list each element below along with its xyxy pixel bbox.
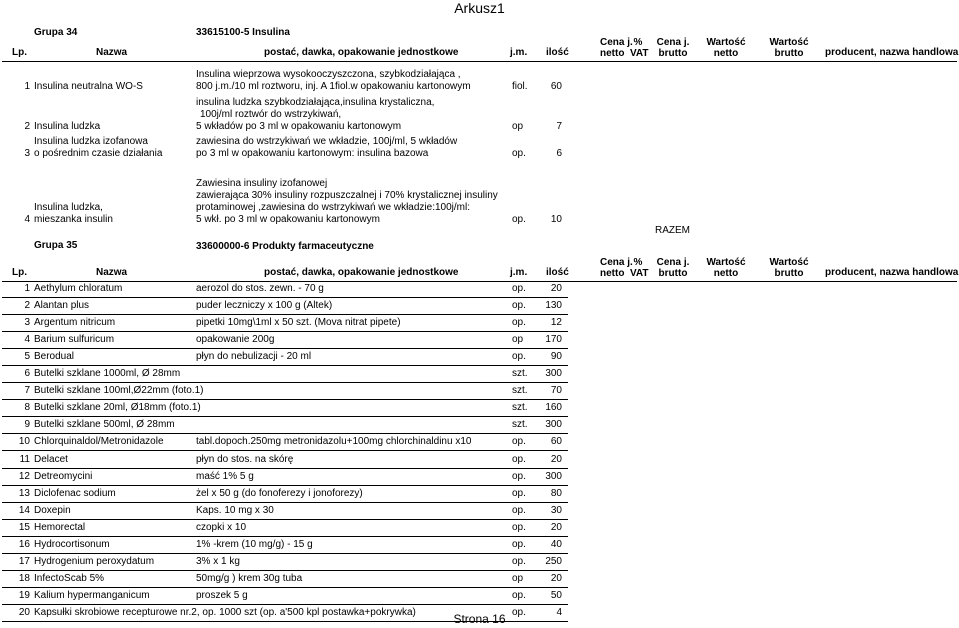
g35-row-12-postac: maść 1% 5 g [196, 471, 254, 482]
g35-row-11-ilosc: 20 [550, 454, 562, 465]
g35-row-1-lp: 1 [24, 283, 30, 294]
g34-row-2-jm: op [512, 121, 524, 132]
g35-row-3-lp: 3 [24, 317, 30, 328]
group34-label: Grupa 34 [34, 27, 78, 38]
g35-row-10-lp: 10 [18, 436, 30, 447]
row-divider [2, 536, 568, 537]
g35-row-19-nazwa: Kalium hypermanganicum [34, 590, 150, 601]
g35-row-20-nazwa: Kapsułki skrobiowe recepturowe nr.2, op. 1000 szt (op. a'500 kpl postawka+pokrywka) [34, 607, 416, 618]
g35-row-8-jm: szt. [512, 402, 528, 413]
g35-row-15-lp: 15 [18, 522, 30, 533]
g35-row-6-lp: 6 [24, 368, 30, 379]
header-cena-brutto: Cena j. [656, 257, 690, 268]
g35-row-14-ilosc: 30 [550, 505, 562, 516]
g35-row-19-lp: 19 [18, 590, 30, 601]
header-wartosc-brutto-2: brutto [774, 268, 804, 279]
header-vat: % [633, 37, 643, 48]
g35-row-3-jm: op. [512, 317, 526, 328]
g34-row-4-postac: protaminowej ,zawiesina do wstrzykiwań we wkładzie:100j/ml: [196, 202, 470, 213]
g34-row-1-postac: 800 j.m./10 ml roztworu, inj. A 1fiol.w opakowaniu kartonowym [196, 81, 471, 92]
header-cena-brutto-2: brutto [658, 48, 688, 59]
header-wartosc-brutto: Wartość [769, 37, 809, 48]
g35-row-13-postac: żel x 50 g (do fonoferezy i jonoforezy) [196, 488, 363, 499]
g34-row-3-postac: zawiesina do wstrzykiwań we wkładzie, 100j/ml, 5 wkładów [196, 136, 458, 147]
g35-row-5-nazwa: Berodual [34, 351, 75, 362]
g35-row-10-ilosc: 60 [550, 436, 562, 447]
g35-row-11-lp: 11 [19, 454, 30, 465]
g35-row-18-ilosc: 20 [550, 573, 562, 584]
g34-row-3-nazwa: Insulina ludzka izofanowa [34, 136, 148, 147]
header-cena-netto-2: netto [600, 268, 625, 279]
row-divider [2, 450, 568, 451]
header-wartosc-brutto: Wartość [769, 257, 809, 268]
row-divider [2, 502, 568, 503]
g35-row-2-lp: 2 [24, 300, 30, 311]
g35-row-3-postac: pipetki 10mg\1ml x 50 szt. (Mova nitrat pipete) [196, 317, 401, 328]
header-vat-2: VAT [630, 48, 649, 59]
g35-row-2-ilosc: 130 [545, 300, 562, 311]
header-wartosc-netto: Wartość [706, 37, 746, 48]
row-divider [2, 570, 568, 571]
g35-row-2-postac: puder leczniczy x 100 g (Altek) [196, 300, 333, 311]
g35-row-9-lp: 9 [24, 419, 30, 430]
g35-row-6-jm: szt. [512, 368, 528, 379]
g35-row-15-jm: op. [512, 522, 526, 533]
header-cena-netto: Cena j. [600, 37, 633, 48]
row-divider [2, 604, 568, 605]
g35-row-12-ilosc: 300 [545, 471, 562, 482]
g35-row-15-nazwa: Hemorectal [34, 522, 86, 533]
g35-row-17-jm: op. [512, 556, 526, 567]
g34-row-2-postac: 5 wkładów po 3 ml w opakowaniu kartonowym [196, 121, 402, 132]
header-jm: j.m. [510, 47, 528, 58]
g35-row-16-ilosc: 40 [550, 539, 562, 550]
header-ilosc: ilość [546, 47, 569, 58]
g35-row-19-postac: proszek 5 g [196, 590, 248, 601]
g35-row-9-jm: szt. [512, 419, 528, 430]
g34-row-2-postac: 100j/ml roztwór do wstrzykiwań, [200, 109, 342, 120]
g35-row-5-lp: 5 [24, 351, 30, 362]
g35-row-7-jm: szt. [512, 385, 528, 396]
sheet-title: Arkusz1 [454, 0, 505, 16]
g34-row-3-lp: 3 [24, 148, 30, 159]
header-cena-brutto: Cena j. [656, 37, 690, 48]
g35-row-17-nazwa: Hydrogenium peroxydatum [34, 556, 155, 567]
header-jm: j.m. [510, 267, 528, 278]
g35-row-2-nazwa: Alantan plus [34, 300, 90, 311]
group35-code: 33600000-6 Produkty farmaceutyczne [196, 241, 374, 252]
row-divider [2, 416, 568, 417]
g35-row-12-jm: op. [512, 471, 526, 482]
g35-row-10-jm: op. [512, 436, 526, 447]
g35-row-14-postac: Kaps. 10 mg x 30 [196, 505, 274, 516]
g35-row-3-nazwa: Argentum nitricum [34, 317, 116, 328]
header-lp: Lp. [12, 267, 27, 278]
g35-row-9-ilosc: 300 [545, 419, 562, 430]
g35-row-17-lp: 17 [18, 556, 30, 567]
g34-row-1-lp: 1 [24, 81, 30, 92]
g34-row-4-postac: zawierająca 30% insuliny rozpuszczalnej i 70% krystalicznej insuliny [196, 190, 498, 201]
g34-row-1-nazwa: Insulina neutralna WO-S [34, 81, 143, 92]
row-divider [2, 382, 568, 383]
g35-row-16-jm: op. [512, 539, 526, 550]
header-ilosc: ilość [546, 267, 569, 278]
header-producent: producent, nazwa handlowa [825, 267, 959, 278]
header-cena-netto-2: netto [600, 48, 625, 59]
row-divider [2, 348, 568, 349]
g35-row-18-nazwa: InfectoScab 5% [34, 573, 105, 584]
g35-row-8-ilosc: 160 [545, 402, 562, 413]
g34-row-4-postac: Zawiesina insuliny izofanowej [196, 178, 328, 189]
g35-row-15-postac: czopki x 10 [196, 522, 247, 533]
header-vat: % [633, 257, 643, 268]
row-divider [2, 587, 568, 588]
g35-row-19-ilosc: 50 [550, 590, 562, 601]
header-vat-2: VAT [630, 268, 649, 279]
g35-row-12-lp: 12 [18, 471, 30, 482]
g35-row-16-nazwa: Hydrocortisonum [34, 539, 110, 550]
header-wartosc-netto: Wartość [706, 257, 746, 268]
g35-row-4-jm: op [512, 334, 524, 345]
g35-row-5-jm: op. [512, 351, 526, 362]
g35-row-13-lp: 13 [18, 488, 30, 499]
g35-row-15-ilosc: 20 [550, 522, 562, 533]
g35-row-9-nazwa: Butelki szklane 500ml, Ø 28mm [34, 419, 175, 430]
g35-row-18-lp: 18 [18, 573, 30, 584]
g35-row-1-nazwa: Aethylum chloratum [34, 283, 123, 294]
g34-row-3-jm: op. [512, 148, 526, 159]
g34-row-1-postac: Insulina wieprzowa wysokooczyszczona, szybkodziałająca , [196, 69, 461, 80]
g35-row-3-ilosc: 12 [550, 317, 562, 328]
row-divider [2, 331, 568, 332]
g35-row-17-ilosc: 250 [545, 556, 562, 567]
header-nazwa: Nazwa [96, 267, 128, 278]
g34-row-4-jm: op. [512, 214, 526, 225]
row-divider [2, 297, 568, 298]
g35-row-8-lp: 8 [24, 402, 30, 413]
g35-row-1-ilosc: 20 [550, 283, 562, 294]
g35-row-10-postac: tabl.dopoch.250mg metronidazolu+100mg chlorchinaldinu x10 [196, 436, 472, 447]
g35-row-4-ilosc: 170 [545, 334, 562, 345]
g35-row-8-nazwa: Butelki szklane 20ml, Ø18mm (foto.1) [34, 402, 201, 413]
g35-row-4-nazwa: Barium sulfuricum [34, 334, 115, 345]
g35-row-13-ilosc: 80 [550, 488, 562, 499]
g35-row-14-lp: 14 [18, 505, 30, 516]
g34-row-1-jm: fiol. [512, 81, 528, 92]
row-divider [2, 553, 568, 554]
g35-row-16-postac: 1% -krem (10 mg/g) - 15 g [196, 539, 313, 550]
g34-row-1-ilosc: 60 [550, 81, 562, 92]
row-divider [2, 314, 568, 315]
row-divider [2, 61, 957, 62]
page-number: Strona 16 [453, 612, 506, 626]
g35-row-18-jm: op [512, 573, 524, 584]
g35-row-20-ilosc: 4 [556, 607, 562, 618]
group34-code: 33615100-5 Insulina [196, 27, 290, 38]
g35-row-7-ilosc: 70 [550, 385, 562, 396]
g35-row-13-nazwa: Diclofenac sodium [34, 488, 116, 499]
g35-row-11-nazwa: Delacet [34, 454, 68, 465]
g34-row-3-nazwa: o pośrednim czasie działania [34, 148, 163, 159]
row-divider [2, 468, 568, 469]
g35-row-12-nazwa: Detreomycini [34, 471, 93, 482]
g35-row-6-ilosc: 300 [545, 368, 562, 379]
g35-row-17-postac: 3% x 1 kg [196, 556, 240, 567]
g34-row-2-nazwa: Insulina ludzka [34, 121, 101, 132]
g34-row-2-lp: 2 [24, 121, 30, 132]
g35-row-18-postac: 50mg/g ) krem 30g tuba [196, 573, 303, 584]
g35-row-4-lp: 4 [24, 334, 30, 345]
header-cena-brutto-2: brutto [658, 268, 688, 279]
header-postac: postać, dawka, opakowanie jednostkowe [264, 267, 459, 278]
row-divider [2, 519, 568, 520]
row-divider [2, 399, 568, 400]
header-wartosc-brutto-2: brutto [774, 48, 804, 59]
g35-row-11-postac: płyn do stos. na skórę [196, 454, 294, 465]
g34-row-4-nazwa: Insulina ludzka, [34, 202, 103, 213]
group35-label: Grupa 35 [34, 240, 78, 251]
g34-row-4-lp: 4 [24, 214, 30, 225]
g35-row-10-nazwa: Chlorquinaldol/Metronidazole [34, 436, 164, 447]
g35-row-20-lp: 20 [18, 607, 30, 618]
g35-row-16-lp: 16 [18, 539, 30, 550]
header-nazwa: Nazwa [96, 47, 128, 58]
g34-row-2-postac: insulina ludzka szybkodziałająca,insulina krystaliczna, [196, 97, 435, 108]
header-lp: Lp. [12, 47, 27, 58]
g35-row-5-ilosc: 90 [550, 351, 562, 362]
g35-row-4-postac: opakowanie 200g [196, 334, 275, 345]
row-divider [2, 433, 568, 434]
row-divider [2, 365, 568, 366]
g35-row-6-nazwa: Butelki szklane 1000ml, Ø 28mm [34, 368, 181, 379]
g35-row-1-jm: op. [512, 283, 526, 294]
g35-row-2-jm: op. [512, 300, 526, 311]
g35-row-14-nazwa: Doxepin [34, 505, 71, 516]
g35-row-14-jm: op. [512, 505, 526, 516]
g35-row-5-postac: płyn do nebulizacji - 20 ml [196, 351, 312, 362]
g35-row-19-jm: op. [512, 590, 526, 601]
header-producent: producent, nazwa handlowa [825, 47, 959, 58]
g34-row-4-postac: 5 wkł. po 3 ml w opakowaniu kartonowym [196, 214, 380, 225]
row-divider [2, 485, 568, 486]
row-divider [2, 281, 957, 282]
header-postac: postać, dawka, opakowanie jednostkowe [264, 47, 459, 58]
g34-row-4-nazwa: mieszanka insulin [34, 214, 113, 225]
g35-row-13-jm: op. [512, 488, 526, 499]
header-wartosc-netto-2: netto [713, 268, 739, 279]
razem-label: RAZEM [655, 225, 690, 236]
header-cena-netto: Cena j. [600, 257, 633, 268]
g35-row-7-nazwa: Butelki szklane 100ml,Ø22mm (foto.1) [34, 385, 204, 396]
g34-row-4-ilosc: 10 [550, 214, 562, 225]
g34-row-3-postac: po 3 ml w opakowaniu kartonowym: insulina bazowa [196, 148, 429, 159]
header-wartosc-netto-2: netto [713, 48, 739, 59]
g34-row-2-ilosc: 7 [556, 121, 562, 132]
g35-row-1-postac: aerozol do stos. zewn. - 70 g [196, 283, 324, 294]
g34-row-3-ilosc: 6 [556, 148, 562, 159]
g35-row-20-jm: op. [512, 607, 526, 618]
g35-row-7-lp: 7 [24, 385, 30, 396]
g35-row-11-jm: op. [512, 454, 526, 465]
